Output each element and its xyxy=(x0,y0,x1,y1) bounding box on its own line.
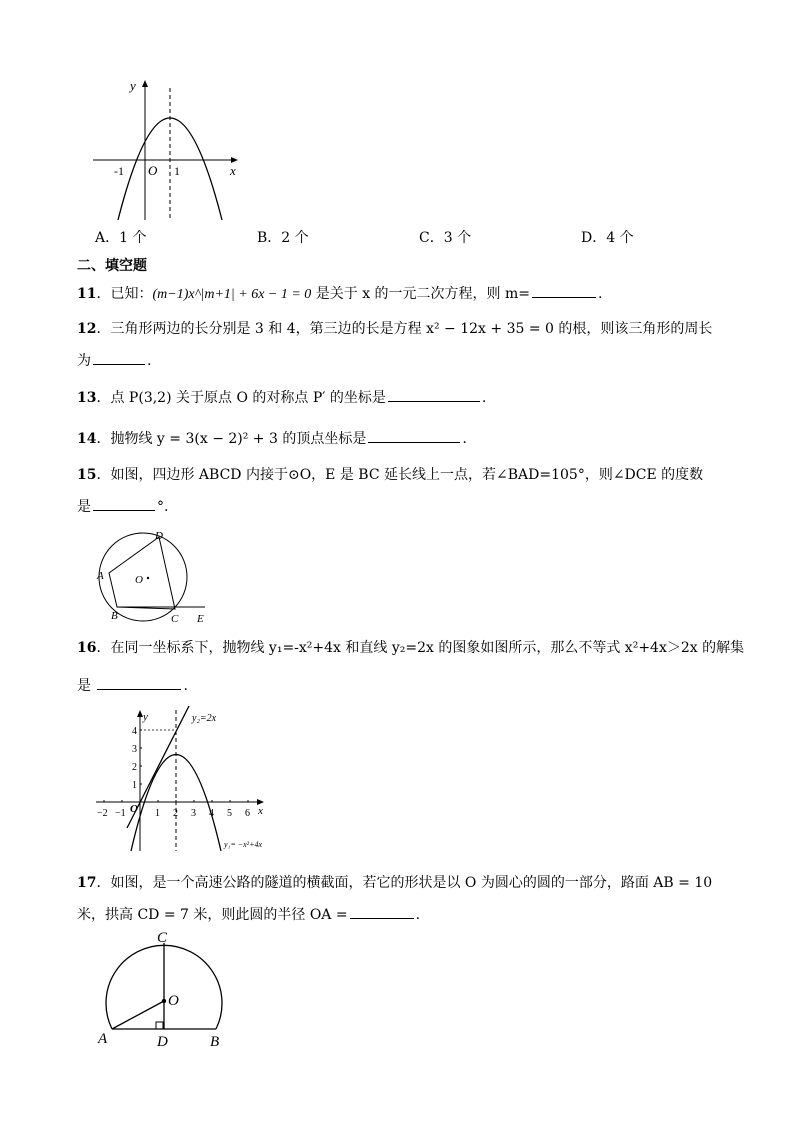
option-b[interactable]: B．2 个 xyxy=(257,230,309,246)
question-12: 12．三角形两边的长分别是 3 和 4，第三边的长是方程 x² − 12x + 35 = 0 的根，则该三角形的周长 xyxy=(77,321,713,337)
origin-label: O xyxy=(148,163,158,178)
right-angle-mark xyxy=(156,1022,163,1029)
label-a: A xyxy=(97,570,104,582)
y-tick-3: 3 xyxy=(132,744,137,755)
label-e: E xyxy=(197,613,204,625)
parabola-graph-1 xyxy=(88,76,248,226)
tick-neg1: -1 xyxy=(114,164,124,178)
question-12-line2: 为 . xyxy=(77,350,151,371)
y-axis-label: y xyxy=(130,78,136,93)
label-o: O xyxy=(135,574,143,586)
question-13: 13．点 P(3,2) 关于原点 O 的对称点 P′ 的坐标是 . xyxy=(77,387,486,408)
tunnel-cross-section-figure xyxy=(94,928,234,1052)
label-d: D xyxy=(157,1034,168,1050)
label-c: C xyxy=(157,930,168,946)
question-17-line2: 米，拱高 CD = 7 米，则此圆的半径 OA = . xyxy=(77,904,420,925)
label-a: A xyxy=(98,1031,108,1047)
x-axis-label: x xyxy=(230,163,236,178)
answer-blank-17[interactable] xyxy=(350,904,414,919)
x-tick-4: 4 xyxy=(209,808,214,819)
option-d[interactable]: D．4 个 xyxy=(581,230,634,246)
question-14: 14．抛物线 y = 3(x − 2)² + 3 的顶点坐标是 . xyxy=(77,428,467,449)
y-tick-1: 1 xyxy=(132,780,137,791)
answer-blank-14[interactable] xyxy=(368,428,460,443)
label-b: B xyxy=(210,1034,220,1050)
answer-blank-12[interactable] xyxy=(93,350,145,365)
x-tick-5: 5 xyxy=(227,808,232,819)
question-17: 17．如图，是一个高速公路的隧道的横截面，若它的形状是以 O 为圆心的圆的一部分，路面 AB = 10 xyxy=(77,875,713,891)
y-axis-arrow xyxy=(142,80,148,87)
y-tick-2: 2 xyxy=(132,762,137,773)
parabola-line-graph xyxy=(94,706,284,856)
x-tick-6: 6 xyxy=(245,808,250,819)
x-tick-2: 2 xyxy=(173,808,178,819)
question-15-line2: 是 °. xyxy=(77,496,168,517)
x-tick-3: 3 xyxy=(191,808,196,819)
y-axis-label: y xyxy=(143,711,148,723)
label-o: O xyxy=(168,993,179,1009)
question-16: 16．在同一坐标系下，抛物线 y₁=-x²+4x 和直线 y₂=2x 的图象如图所示，那么不等式 x²+4x＞2x 的解集 xyxy=(77,640,745,656)
label-c: C xyxy=(171,613,179,625)
quadrilateral-abcd xyxy=(109,537,175,609)
y-tick-4: 4 xyxy=(132,726,137,737)
answer-blank-15[interactable] xyxy=(93,496,155,511)
x-tick-1: 1 xyxy=(155,808,160,819)
answer-blank-11[interactable] xyxy=(532,283,596,298)
center-dot xyxy=(147,577,149,579)
question-16-line2: 是 . xyxy=(77,675,188,696)
answer-blank-13[interactable] xyxy=(388,387,480,402)
label-d: D xyxy=(155,530,163,542)
origin-label: O xyxy=(130,803,138,815)
inscribed-quadrilateral-figure xyxy=(93,525,218,627)
option-c[interactable]: C．3 个 xyxy=(419,230,472,246)
x-tick--1: −1 xyxy=(115,808,126,819)
x-tick--2: −2 xyxy=(97,808,108,819)
center-o-dot xyxy=(162,999,166,1003)
x-axis-label: x xyxy=(258,805,263,817)
answer-blank-16[interactable] xyxy=(97,675,181,690)
option-a[interactable]: A．1 个 xyxy=(95,230,147,246)
question-15: 15．如图，四边形 ABCD 内接于⊙O，E 是 BC 延长线上一点，若∠BAD=105°，则∠DCE 的度数 xyxy=(77,467,704,483)
section-title: 二、填空题 xyxy=(77,258,147,274)
question-11: 11．已知：(m−1)x^|m+1| + 6x − 1 = 0 是关于 x 的一元二次方程，则 m= . xyxy=(77,283,602,305)
line-label: y₂=2x xyxy=(192,713,217,724)
parabola-label: y₁= −x²+4x xyxy=(224,840,263,849)
label-b: B xyxy=(111,610,118,622)
tick-1: 1 xyxy=(174,164,180,178)
